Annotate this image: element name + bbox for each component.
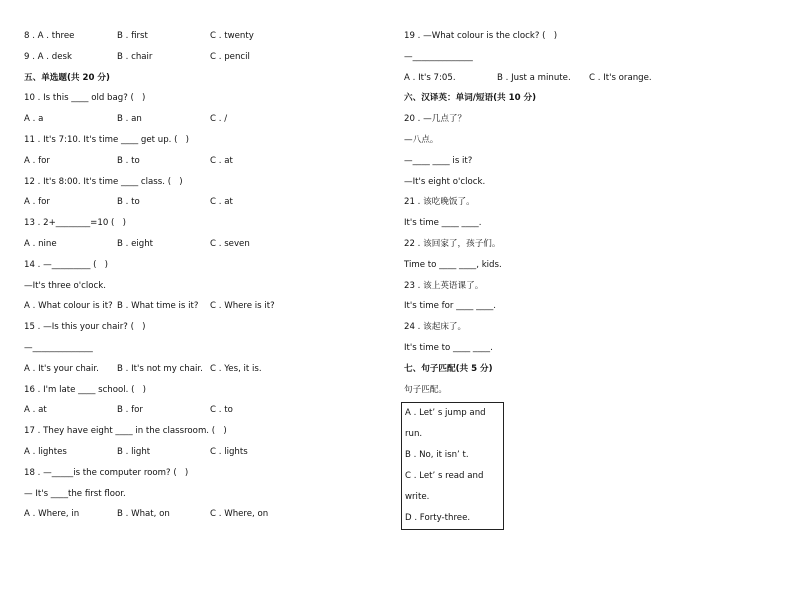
box-line: run. — [405, 429, 423, 440]
question-20-line-3: —____ ____ is it? — [404, 155, 473, 166]
option-c: C . at — [210, 197, 233, 208]
section-5-heading: 五、单选题(共 20 分) — [24, 72, 110, 83]
option-c: C . / — [210, 114, 228, 125]
question-24-answer-line: It's time to ____ ____. — [404, 342, 493, 353]
question-15-stem: 15 . —Is this your chair? ( ) — [24, 322, 146, 333]
question-18-dialogue: — It's ____the first floor. — [24, 488, 126, 499]
question-10-stem: 10 . Is this ____ old bag? ( ) — [24, 93, 146, 104]
question-19-blank: —______________ — [404, 51, 473, 62]
option-a: A . for — [24, 155, 50, 166]
question-18-options — [24, 504, 364, 525]
question-16-options — [24, 400, 364, 421]
question-8-options — [24, 26, 364, 47]
question-9-options — [24, 47, 364, 68]
question-10-options — [24, 109, 364, 130]
option-b: B . to — [117, 197, 140, 208]
question-14-stem: 14 . —_________ ( ) — [24, 259, 109, 270]
option-a: 8 . A . three — [24, 31, 75, 41]
right-column — [404, 26, 774, 530]
option-a: A . It's 7:05. — [404, 72, 456, 83]
left-column — [24, 26, 364, 525]
question-13-options — [24, 234, 364, 255]
question-20-line-4: —It's eight o'clock. — [404, 176, 486, 187]
section-6-heading: 六、汉译英：单词/短语(共 10 分) — [404, 93, 537, 104]
question-15-blank: —______________ — [24, 342, 93, 353]
option-c: C . Yes, it is. — [210, 363, 262, 374]
question-11-options — [24, 151, 364, 172]
option-a: A . a — [24, 114, 44, 125]
option-b: B . light — [117, 446, 151, 457]
question-22-answer-line: Time to ____ ____, kids. — [404, 259, 502, 270]
option-a: A . at — [24, 405, 47, 416]
question-23-answer-line: It's time for ____ ____. — [404, 301, 497, 312]
option-a: 9 . A . desk — [24, 51, 72, 62]
option-b: B . Just a minute. — [497, 72, 571, 83]
option-c: C . twenty — [210, 31, 254, 41]
option-c: C . to — [210, 405, 233, 416]
question-12-stem: 12 . It's 8:00. It's time ____ class. ( ) — [24, 176, 183, 187]
option-c: C . Where is it? — [210, 301, 275, 312]
option-a: A . Where, in — [24, 509, 80, 520]
box-line: C . Let’ s read and — [405, 471, 484, 482]
option-b: B . It's not my chair. — [117, 363, 203, 374]
option-b: B . first — [117, 31, 148, 41]
option-a: A . nine — [24, 238, 57, 249]
option-c: C . seven — [210, 238, 250, 249]
option-b: B . chair — [117, 51, 153, 62]
option-c: C . pencil — [210, 51, 250, 62]
box-line: A . Let’ s jump and — [405, 408, 486, 419]
option-b: B . for — [117, 405, 143, 416]
option-b: B . eight — [117, 238, 154, 249]
question-21-answer-line: It's time ____ ____. — [404, 218, 482, 229]
question-18-stem: 18 . —_____is the computer room? ( ) — [24, 467, 189, 478]
option-c: C . at — [210, 155, 233, 166]
option-c: C . Where, on — [210, 509, 269, 520]
question-13-stem: 13 . 2+________=10 ( ) — [24, 218, 126, 229]
box-line: B . No, it isn’ t. — [405, 450, 469, 461]
question-22-stem: 22 . 该回家了，孩子们。 — [404, 238, 501, 249]
question-21-stem: 21 . 该吃晚饭了。 — [404, 197, 475, 208]
box-line: write. — [405, 492, 430, 503]
question-24-stem: 24 . 该起床了。 — [404, 322, 467, 333]
option-c: C . lights — [210, 446, 248, 457]
section-7-heading: 七、句子匹配(共 5 分) — [404, 363, 493, 374]
option-c: C . It's orange. — [589, 72, 652, 83]
box-line: D . Forty-three. — [405, 513, 471, 524]
question-19-stem: 19 . —What colour is the clock? ( ) — [404, 31, 558, 41]
question-20-stem: 20 . —几点了？ — [404, 114, 467, 125]
option-b: B . to — [117, 155, 140, 166]
matching-instruction: 句子匹配。 — [404, 384, 447, 395]
question-17-stem: 17 . They have eight ____ in the classroom. ( ) — [24, 426, 227, 437]
question-23-stem: 23 . 该上英语课了。 — [404, 280, 484, 291]
question-16-stem: 16 . I'm late ____ school. ( ) — [24, 384, 147, 395]
matching-options-box — [401, 402, 504, 530]
option-b: B . an — [117, 114, 142, 125]
question-14-dialogue: —It's three o'clock. — [24, 280, 106, 291]
option-a: A . for — [24, 197, 50, 208]
question-19-options — [404, 68, 774, 89]
question-14-options — [24, 296, 364, 317]
option-b: B . What time is it? — [117, 301, 199, 312]
question-17-options — [24, 442, 364, 463]
option-a: A . What colour is it? — [24, 301, 113, 312]
question-20-line-2: —八点。 — [404, 134, 439, 145]
option-a: A . It's your chair. — [24, 363, 99, 374]
question-11-stem: 11 . It's 7:10. It's time ____ get up. ( ) — [24, 134, 190, 145]
option-b: B . What, on — [117, 509, 170, 520]
question-15-options — [24, 359, 364, 380]
option-a: A . lightes — [24, 446, 67, 457]
question-12-options — [24, 192, 364, 213]
